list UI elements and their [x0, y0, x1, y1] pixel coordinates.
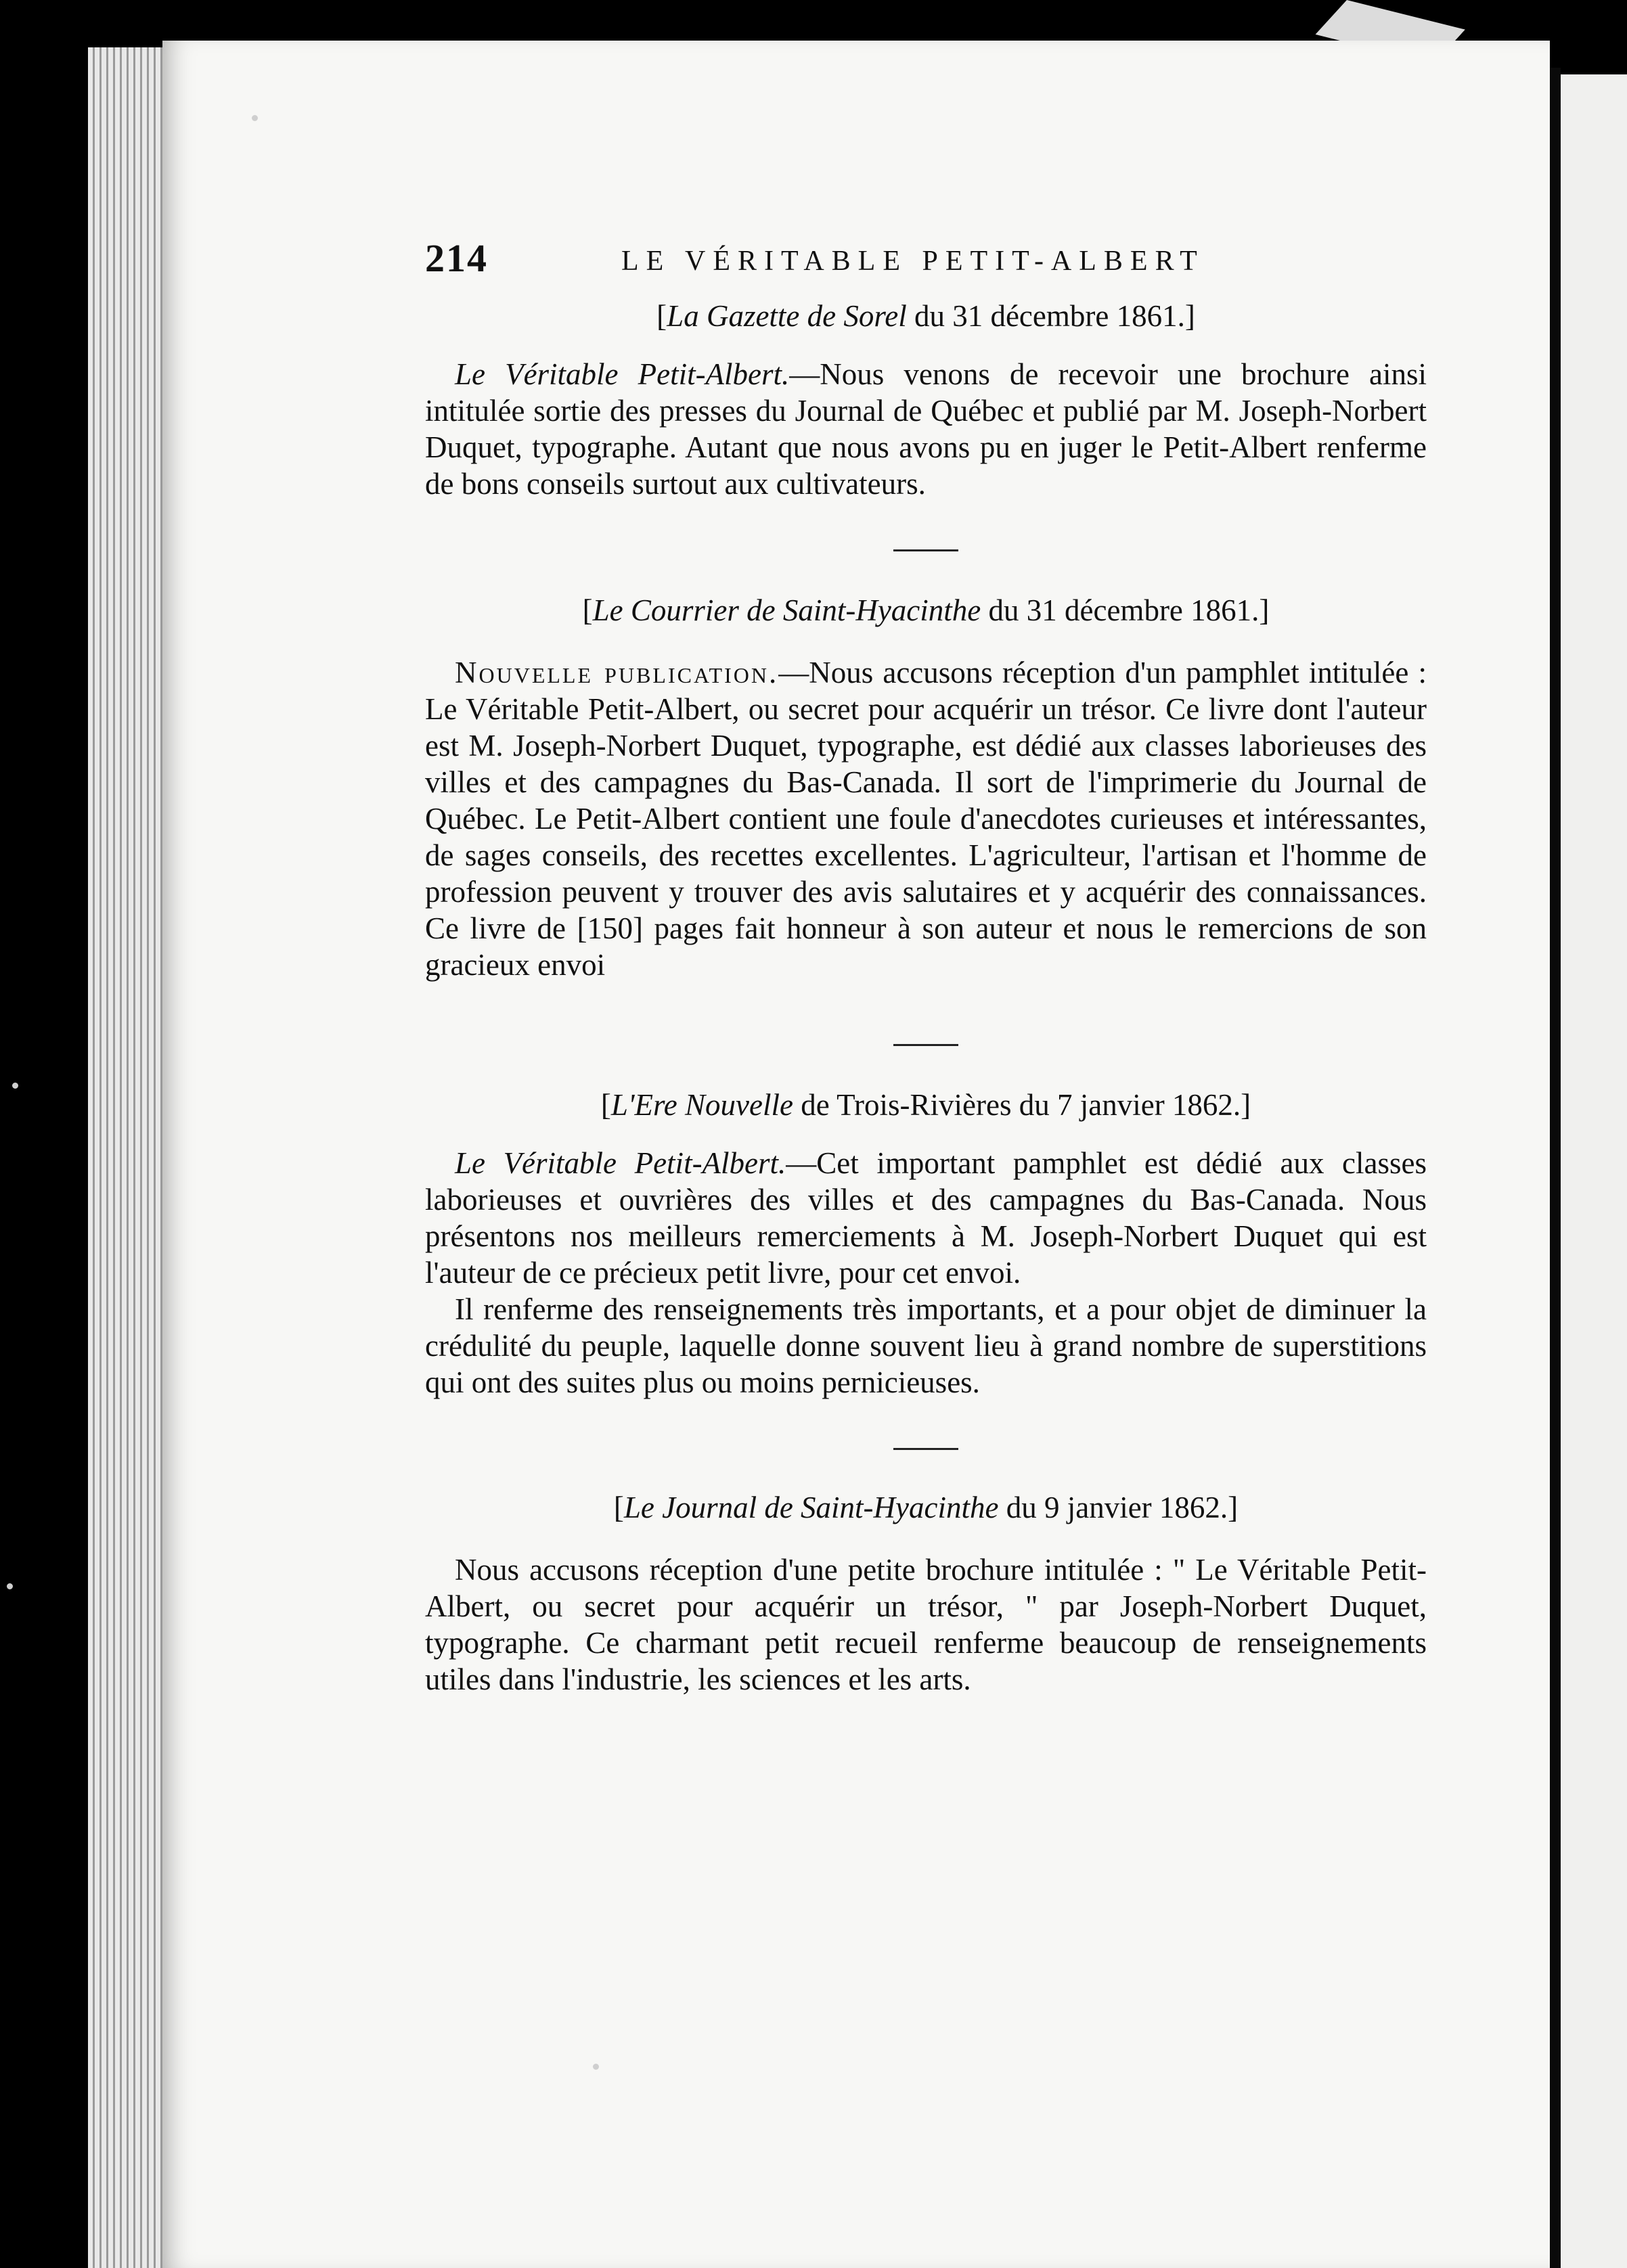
- entry-source: [La Gazette de Sorel du 31 décembre 1861.]: [656, 299, 1195, 333]
- dust-speck: [252, 115, 258, 121]
- adjacent-page-edge: [1561, 74, 1627, 2268]
- page-number: 214: [425, 236, 488, 280]
- dust-speck: [12, 1083, 18, 1089]
- entry-source: [Le Courrier de Saint-Hyacinthe du 31 décembre 1861.]: [582, 593, 1270, 627]
- page-gutter: [1550, 68, 1561, 2268]
- entry-paragraph: Nous accusons réception d'une petite brochure intitulée : " Le Véritable Petit-Albert, ou secret pour acquérir un trésor, " par Joseph-Norbert Duquet, typographe. Ce charmant petit recueil renferme beaucoup de renseignements utiles dans l'industrie, les sciences et les arts.: [425, 1553, 1427, 1696]
- page-header: [425, 230, 1427, 291]
- entry-paragraph: Le Véritable Petit-Albert.—Cet important pamphlet est dédié aux classes laborieuses et ouvrières des villes et des campagnes du Bas-Canada. Nous présentons nos meilleurs remerciements à M. Joseph-Norbert Duquet qui est l'auteur de ce précieux petit livre, pour cet envoi.: [425, 1146, 1427, 1290]
- entry-source: [Le Journal de Saint-Hyacinthe du 9 janvier 1862.]: [613, 1491, 1239, 1524]
- running-head: LE VÉRITABLE PETIT-ALBERT: [621, 246, 1205, 277]
- entry-paragraph: Nouvelle publication.—Nous accusons réception d'un pamphlet intitulée : Le Véritable Petit-Albert, ou secret pour acquérir un trésor. Ce livre dont l'auteur est M. Joseph-Norbert Duquet, typographe, est dédié aux classes laborieuses des villes et des campagnes du Bas-Canada. Il sort de l'imprimerie du Journal de Québec. Le Petit-Albert contient une foule d'anecdotes curieuses et intéressantes, de sages conseils, des recettes excellentes. L'agriculteur, l'artisan et l'homme de profession peuvent y trouver des avis salutaires et y acquérir des connaissances. Ce livre de [150] pages fait honneur à son auteur et nous le remercions de son gracieux envoi: [425, 656, 1427, 982]
- section-rule: [893, 1448, 958, 1450]
- entry-paragraph: Il renferme des renseignements très importants, et a pour objet de diminuer la crédulité du peuple, laquelle donne souvent lieu à grand nombre de superstitions qui ont des suites plus ou moins pernicieuses.: [425, 1292, 1427, 1399]
- dust-speck: [593, 2064, 599, 2070]
- entry-paragraph: Le Véritable Petit-Albert.—Nous venons de recevoir une brochure ainsi intitulée sortie des presses du Journal de Québec et publié par M. Joseph-Norbert Duquet, typographe. Autant que nous avons pu en juger le Petit-Albert renferme de bons conseils surtout aux cultivateurs.: [425, 357, 1427, 501]
- page-content: [425, 230, 1427, 1698]
- page-edges: [88, 47, 162, 2268]
- entry-source: [L'Ere Nouvelle de Trois-Rivières du 7 janvier 1862.]: [600, 1088, 1251, 1122]
- section-rule: [893, 1044, 958, 1046]
- section-rule: [893, 549, 958, 551]
- dust-speck: [7, 1583, 13, 1589]
